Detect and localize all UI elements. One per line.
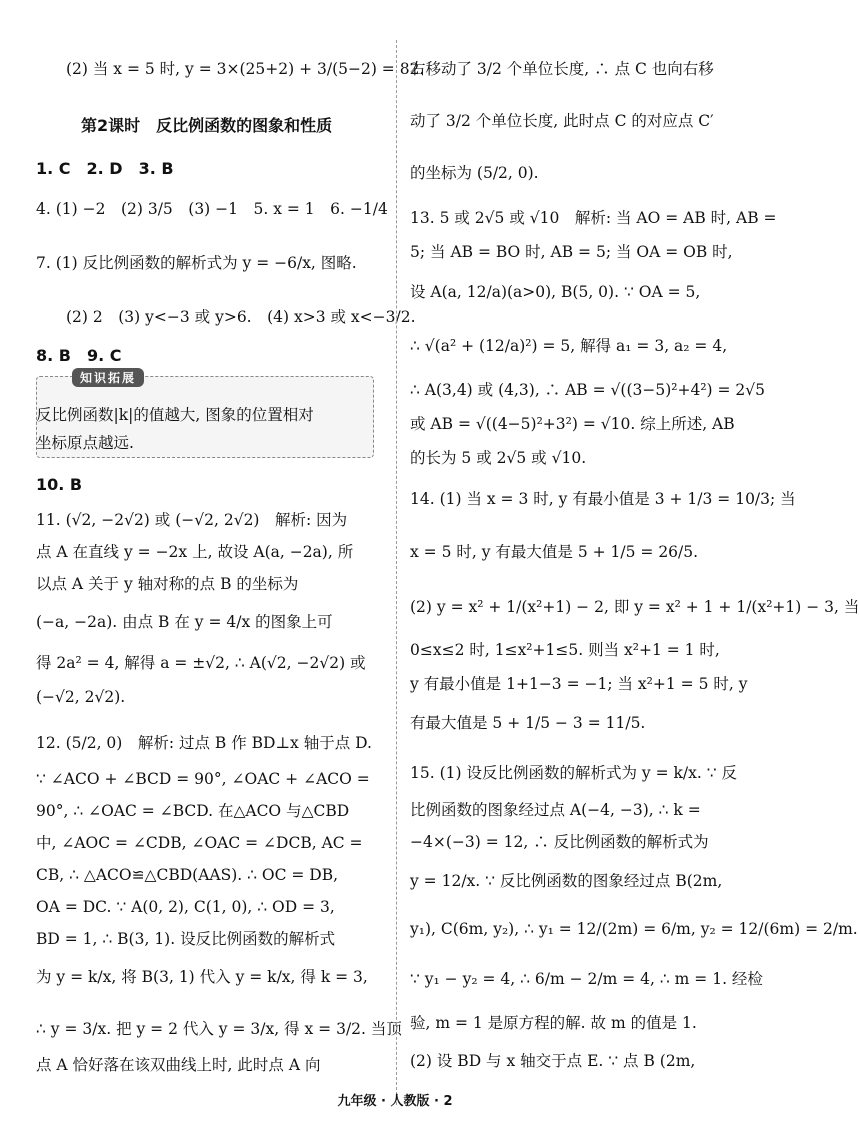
left-text-line: 为 y = k/x, 将 B(3, 1) 代入 y = k/x, 得 k = 3, (36, 968, 368, 986)
left-text-line: CB, ∴ △ACO≌△CBD(AAS). ∴ OC = DB, (36, 866, 339, 884)
left-text-line: 反比例函数|k|的值越大, 图象的位置相对 (36, 406, 314, 424)
right-text-line: 右移动了 3/2 个单位长度, ∴ 点 C 也向右移 (410, 60, 714, 78)
left-text-line: 点 A 恰好落在该双曲线上时, 此时点 A 向 (36, 1056, 321, 1074)
right-text-line: 比例函数的图象经过点 A(−4, −3), ∴ k = (410, 801, 701, 819)
right-text-line: 有最大值是 5 + 1/5 − 3 = 11/5. (410, 714, 646, 732)
right-text-line: (2) 设 BD 与 x 轴交于点 E. ∵ 点 B (2m, (410, 1052, 696, 1070)
left-text-line: ∵ ∠ACO + ∠BCD = 90°, ∠OAC + ∠ACO = (36, 770, 370, 788)
left-text-line: (2) 2 (3) y<−3 或 y>6. (4) x>3 或 x<−3/2. (66, 308, 416, 326)
left-text-line: 7. (1) 反比例函数的解析式为 y = −6/x, 图略. (36, 254, 357, 272)
left-text-line: 坐标原点越远. (36, 434, 134, 452)
left-text-line: 11. (√2, −2√2) 或 (−√2, 2√2) 解析: 因为 (36, 511, 348, 529)
left-text-line: 90°, ∴ ∠OAC = ∠BCD. 在△ACO 与△CBD (36, 802, 350, 820)
right-text-line: x = 5 时, y 有最大值是 5 + 1/5 = 26/5. (410, 543, 699, 561)
page-footer: 九年级 · 人教版 · 2 (337, 1094, 453, 1109)
left-text-line: (−√2, 2√2). (36, 688, 126, 706)
left-text-line: 点 A 在直线 y = −2x 上, 故设 A(a, −2a), 所 (36, 543, 354, 561)
right-text-line: 设 A(a, 12/a)(a>0), B(5, 0). ∵ OA = 5, (410, 283, 701, 301)
right-text-line: 的长为 5 或 2√5 或 √10. (410, 449, 587, 467)
left-text-line: 12. (5/2, 0) 解析: 过点 B 作 BD⊥x 轴于点 D. (36, 734, 372, 752)
right-text-line: ∴ √(a² + (12/a)²) = 5, 解得 a₁ = 3, a₂ = 4, (410, 337, 728, 355)
right-text-line: ∴ A(3,4) 或 (4,3), ∴ AB = √((3−5)²+4²) = 2√5 (410, 381, 766, 399)
left-text-line: 4. (1) −2 (2) 3/5 (3) −1 5. x = 1 6. −1/4 (36, 200, 388, 218)
right-text-line: 的坐标为 (5/2, 0). (410, 164, 539, 182)
right-text-line: 或 AB = √((4−5)²+3²) = √10. 综上所述, AB (410, 415, 735, 433)
right-text-line: 动了 3/2 个单位长度, 此时点 C 的对应点 C′ (410, 112, 714, 130)
knowledge-extension-tag: 知识拓展 (72, 368, 144, 387)
left-text-line: 得 2a² = 4, 解得 a = ±√2, ∴ A(√2, −2√2) 或 (36, 654, 366, 672)
right-text-line: 5; 当 AB = BO 时, AB = 5; 当 OA = OB 时, (410, 243, 733, 261)
right-text-line: ∵ y₁ − y₂ = 4, ∴ 6/m − 2/m = 4, ∴ m = 1. 经检 (410, 970, 763, 988)
right-text-line: 14. (1) 当 x = 3 时, y 有最小值是 3 + 1/3 = 10/3; 当 (410, 490, 796, 508)
left-text-line: OA = DC. ∵ A(0, 2), C(1, 0), ∴ OD = 3, (36, 898, 335, 916)
left-text-line: 第2课时 反比例函数的图象和性质 (81, 116, 333, 135)
left-text-line: 中, ∠AOC = ∠CDB, ∠OAC = ∠DCB, AC = (36, 834, 363, 852)
left-text-line: 10. B (36, 475, 83, 494)
column-divider (396, 40, 397, 1105)
right-text-line: 0≤x≤2 时, 1≤x²+1≤5. 则当 x²+1 = 1 时, (410, 641, 720, 659)
left-text-line: ∴ y = 3/x. 把 y = 2 代入 y = 3/x, 得 x = 3/2. 当顶 (36, 1020, 402, 1038)
left-text-line: (2) 当 x = 5 时, y = 3×(25+2) + 3/(5−2) = 82. (66, 60, 425, 78)
left-text-line: 1. C 2. D 3. B (36, 159, 174, 178)
right-text-line: y = 12/x. ∵ 反比例函数的图象经过点 B(2m, (410, 872, 723, 890)
left-text-line: BD = 1, ∴ B(3, 1). 设反比例函数的解析式 (36, 930, 336, 948)
right-text-line: −4×(−3) = 12, ∴ 反比例函数的解析式为 (410, 833, 709, 851)
right-text-line: y 有最小值是 1+1−3 = −1; 当 x²+1 = 5 时, y (410, 675, 748, 693)
right-text-line: 验, m = 1 是原方程的解. 故 m 的值是 1. (410, 1014, 697, 1032)
right-text-line: 13. 5 或 2√5 或 √10 解析: 当 AO = AB 时, AB = (410, 209, 777, 227)
right-text-line: 15. (1) 设反比例函数的解析式为 y = k/x. ∵ 反 (410, 764, 737, 782)
left-text-line: 8. B 9. C (36, 346, 122, 365)
left-text-line: 以点 A 关于 y 轴对称的点 B 的坐标为 (36, 575, 299, 593)
right-text-line: y₁), C(6m, y₂), ∴ y₁ = 12/(2m) = 6/m, y₂ = 12/(6m) = 2/m. (410, 920, 858, 938)
right-text-line: (2) y = x² + 1/(x²+1) − 2, 即 y = x² + 1 + 1/(x²+1) − 3, 当 (410, 598, 859, 616)
left-text-line: (−a, −2a). 由点 B 在 y = 4/x 的图象上可 (36, 613, 333, 631)
